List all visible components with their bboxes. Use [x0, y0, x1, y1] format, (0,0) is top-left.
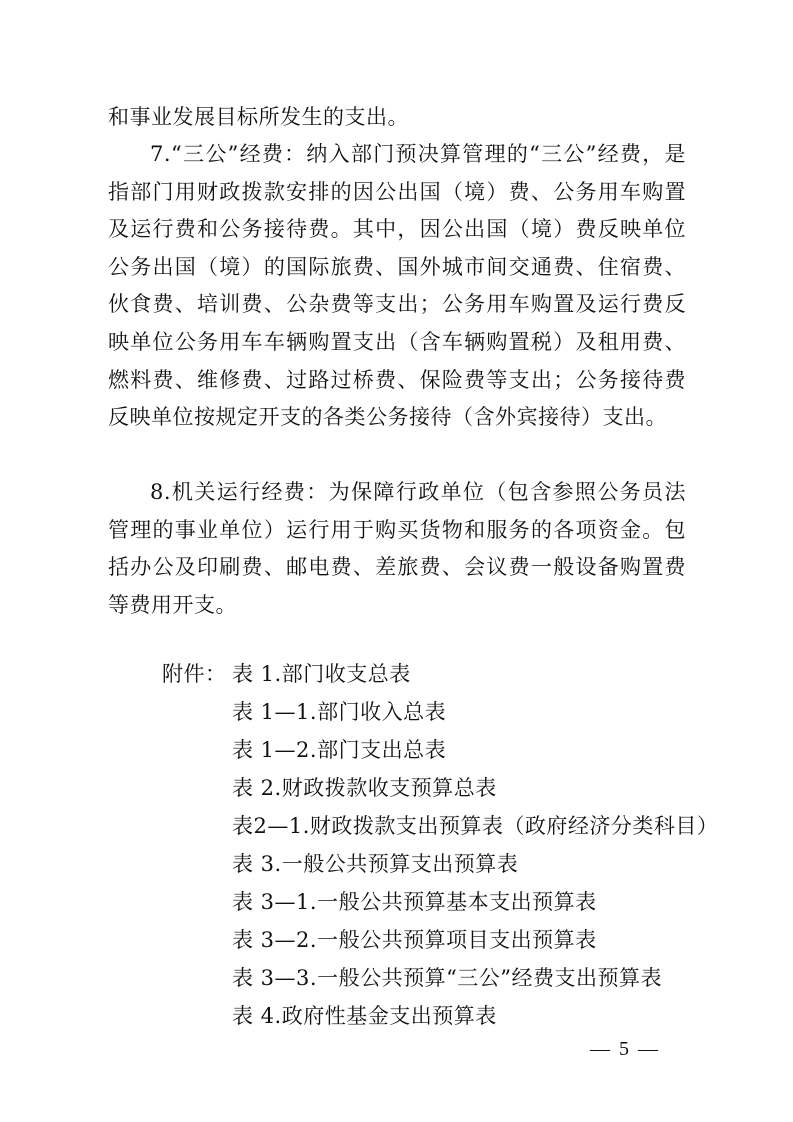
- paragraph-operating-expenses: 8.机关运行经费：为保障行政单位（包含参照公务员法管理的事业单位）运行用于购买货物和服务的各项资金。包括办公及印刷费、邮电费、差旅费、会议费一般设备购置费等费用开支。: [108, 480, 686, 617]
- attachment-item: 表 4.政府性基金支出预算表: [232, 1004, 497, 1028]
- attachment-item: 表 2.财政拨款收支预算总表: [232, 776, 497, 800]
- attachment-item: 表 1.部门收支总表: [232, 662, 411, 686]
- attachment-item: 表2—1.财政拨款支出预算表（政府经济分类科目）: [232, 814, 719, 838]
- attachment-item: 表 3—2.一般公共预算项目支出预算表: [232, 928, 597, 952]
- attachment-item: 表 3—1.一般公共预算基本支出预算表: [232, 890, 597, 914]
- attachment-item: 表 3—3.一般公共预算“三公”经费支出预算表: [232, 966, 663, 990]
- page-number: — 5 —: [590, 1038, 660, 1060]
- attachment-item: 表 3.一般公共预算支出预算表: [232, 852, 519, 876]
- attachment-item: 表 1—1.部门收入总表: [232, 700, 447, 724]
- paragraph-three-public-expenses: 7.“三公”经费：纳入部门预决算管理的“三公”经费，是指部门用财政拨款安排的因公出国（境）费、公务用车购置及运行费和公务接待费。其中，因公出国（境）费反映单位公务出国（境）的国际旅费、国外城市间交通费、住宿费、伙食费、培训费、公杂费等支出；公务用车购置及运行费反映单位公务用车车辆购置支出（含车辆购置税）及租用费、燃料费、维修费、过路过桥费、保险费等支出；公务接待费反映单位按规定开支的各类公务接待（含外宾接待）支出。: [108, 142, 686, 430]
- paragraph-continuation: 和事业发展目标所发生的支出。: [108, 105, 409, 129]
- attachment-item: 表 1—2.部门支出总表: [232, 738, 447, 762]
- attachment-label: 附件：: [162, 662, 227, 686]
